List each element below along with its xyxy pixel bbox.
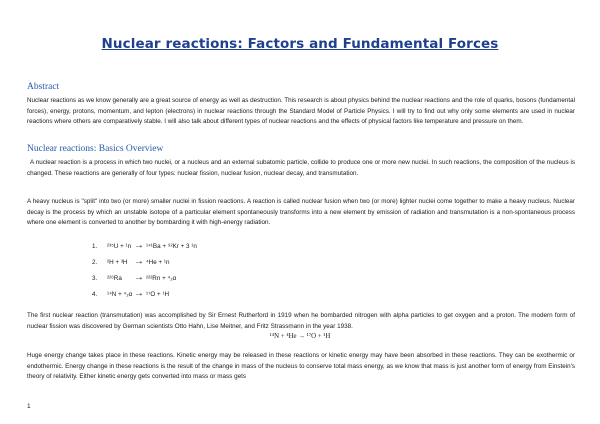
equation-reactants: ²²⁶Ra: [107, 275, 122, 282]
abstract-paragraph: Nuclear reactions as we know generally are a great source of energy as well as destruction. This research is about physics behind the nuclear reactions and the role of quarks, bosons (fundamental forces), energy, protons, momentum, and lepton (electrons) in nuclear reactions through the Standard Model of Particle Physics. I will try to find out why only some elements are used in nuclear reactions where others are comparatively stable. I will also talk about different types of nuclear reactions and the effects of physical factors like temperature and pressure on them.: [27, 97, 575, 126]
arrow-icon: →: [134, 256, 144, 267]
energy-paragraph: Huge energy change takes place in these reactions. Kinetic energy may be released in these reactions or kinetic energy may have been absorbed in these reactions. They can be exothermic or endothermic. Energy change in these reactions is the result of the change in mass of the nucleus to conserve total mass energy, as we know that mass is just another form of energy from Einstein's theory of relativity. Either kinetic energy gets converted into mass or mass gets: [27, 352, 575, 381]
equation-products: ²²²Rn + ⁴₂α: [146, 275, 177, 282]
equation-number: 1.: [92, 243, 98, 250]
arrow-icon: →: [134, 288, 144, 299]
equation-number: 3.: [92, 275, 98, 282]
overview-heading: Nuclear reactions: Basics Overview: [27, 144, 164, 154]
rutherford-equation: ¹⁴N + ⁴He → ¹⁷O + ¹H: [269, 333, 331, 340]
equation-products: ¹⁷O + ¹H: [146, 291, 170, 298]
history-paragraph: The first nuclear reaction (transmutation) was accomplished by Sir Ernest Rutherford in 1919 when he bombarded nitrogen with alpha particles to get oxygen and a proton. The modern form of nuclear fission was discovered by German scientists Otto Hahn, Lise Meitner, and Fritz Strassmann in the year 1938.: [27, 312, 575, 330]
equation-reactants: ²H + ³H: [107, 259, 128, 266]
arrow-icon: →: [134, 272, 144, 283]
equation-products: ⁴He + ¹n: [146, 259, 170, 266]
equation-number: 2.: [92, 259, 98, 266]
arrow-icon: →: [134, 240, 144, 251]
page-number: 1: [27, 403, 31, 410]
equation-products: ¹⁴¹Ba + ⁹²Kr + 3 ¹n: [146, 243, 197, 250]
equation-reactants: ²³⁵U + ¹n: [107, 243, 132, 250]
overview-paragraph-1: A nuclear reaction is a process in which two nuclei, or a nucleus and an external subatomic particle, collide to produce one or more new nuclei. In such reactions, the composition of the nucleus is changed. These reactions are generally of four types: nuclear fission, nuclear fusion, nuclear decay, and transmutation.: [27, 159, 575, 177]
page-title: Nuclear reactions: Factors and Fundamental Forces: [101, 36, 499, 52]
equation-reactants: ¹⁴N + ⁴₂α: [107, 291, 133, 298]
overview-paragraph-2: A heavy nucleus is "split" into two (or more) smaller nuclei in fission reactions. A reaction is called nuclear fusion when two (or more) lighter nuclei come together to make a heavy nucleus. Nuclear decay is the process by which an unstable isotope of a particular element spontaneously transforms into a new element by emission of radiation and transmutation is a non-spontaneous process where one element is converted to another by bombarding it with high-energy radiation.: [27, 198, 575, 227]
equation-number: 4.: [92, 291, 98, 298]
abstract-heading: Abstract: [27, 82, 60, 92]
